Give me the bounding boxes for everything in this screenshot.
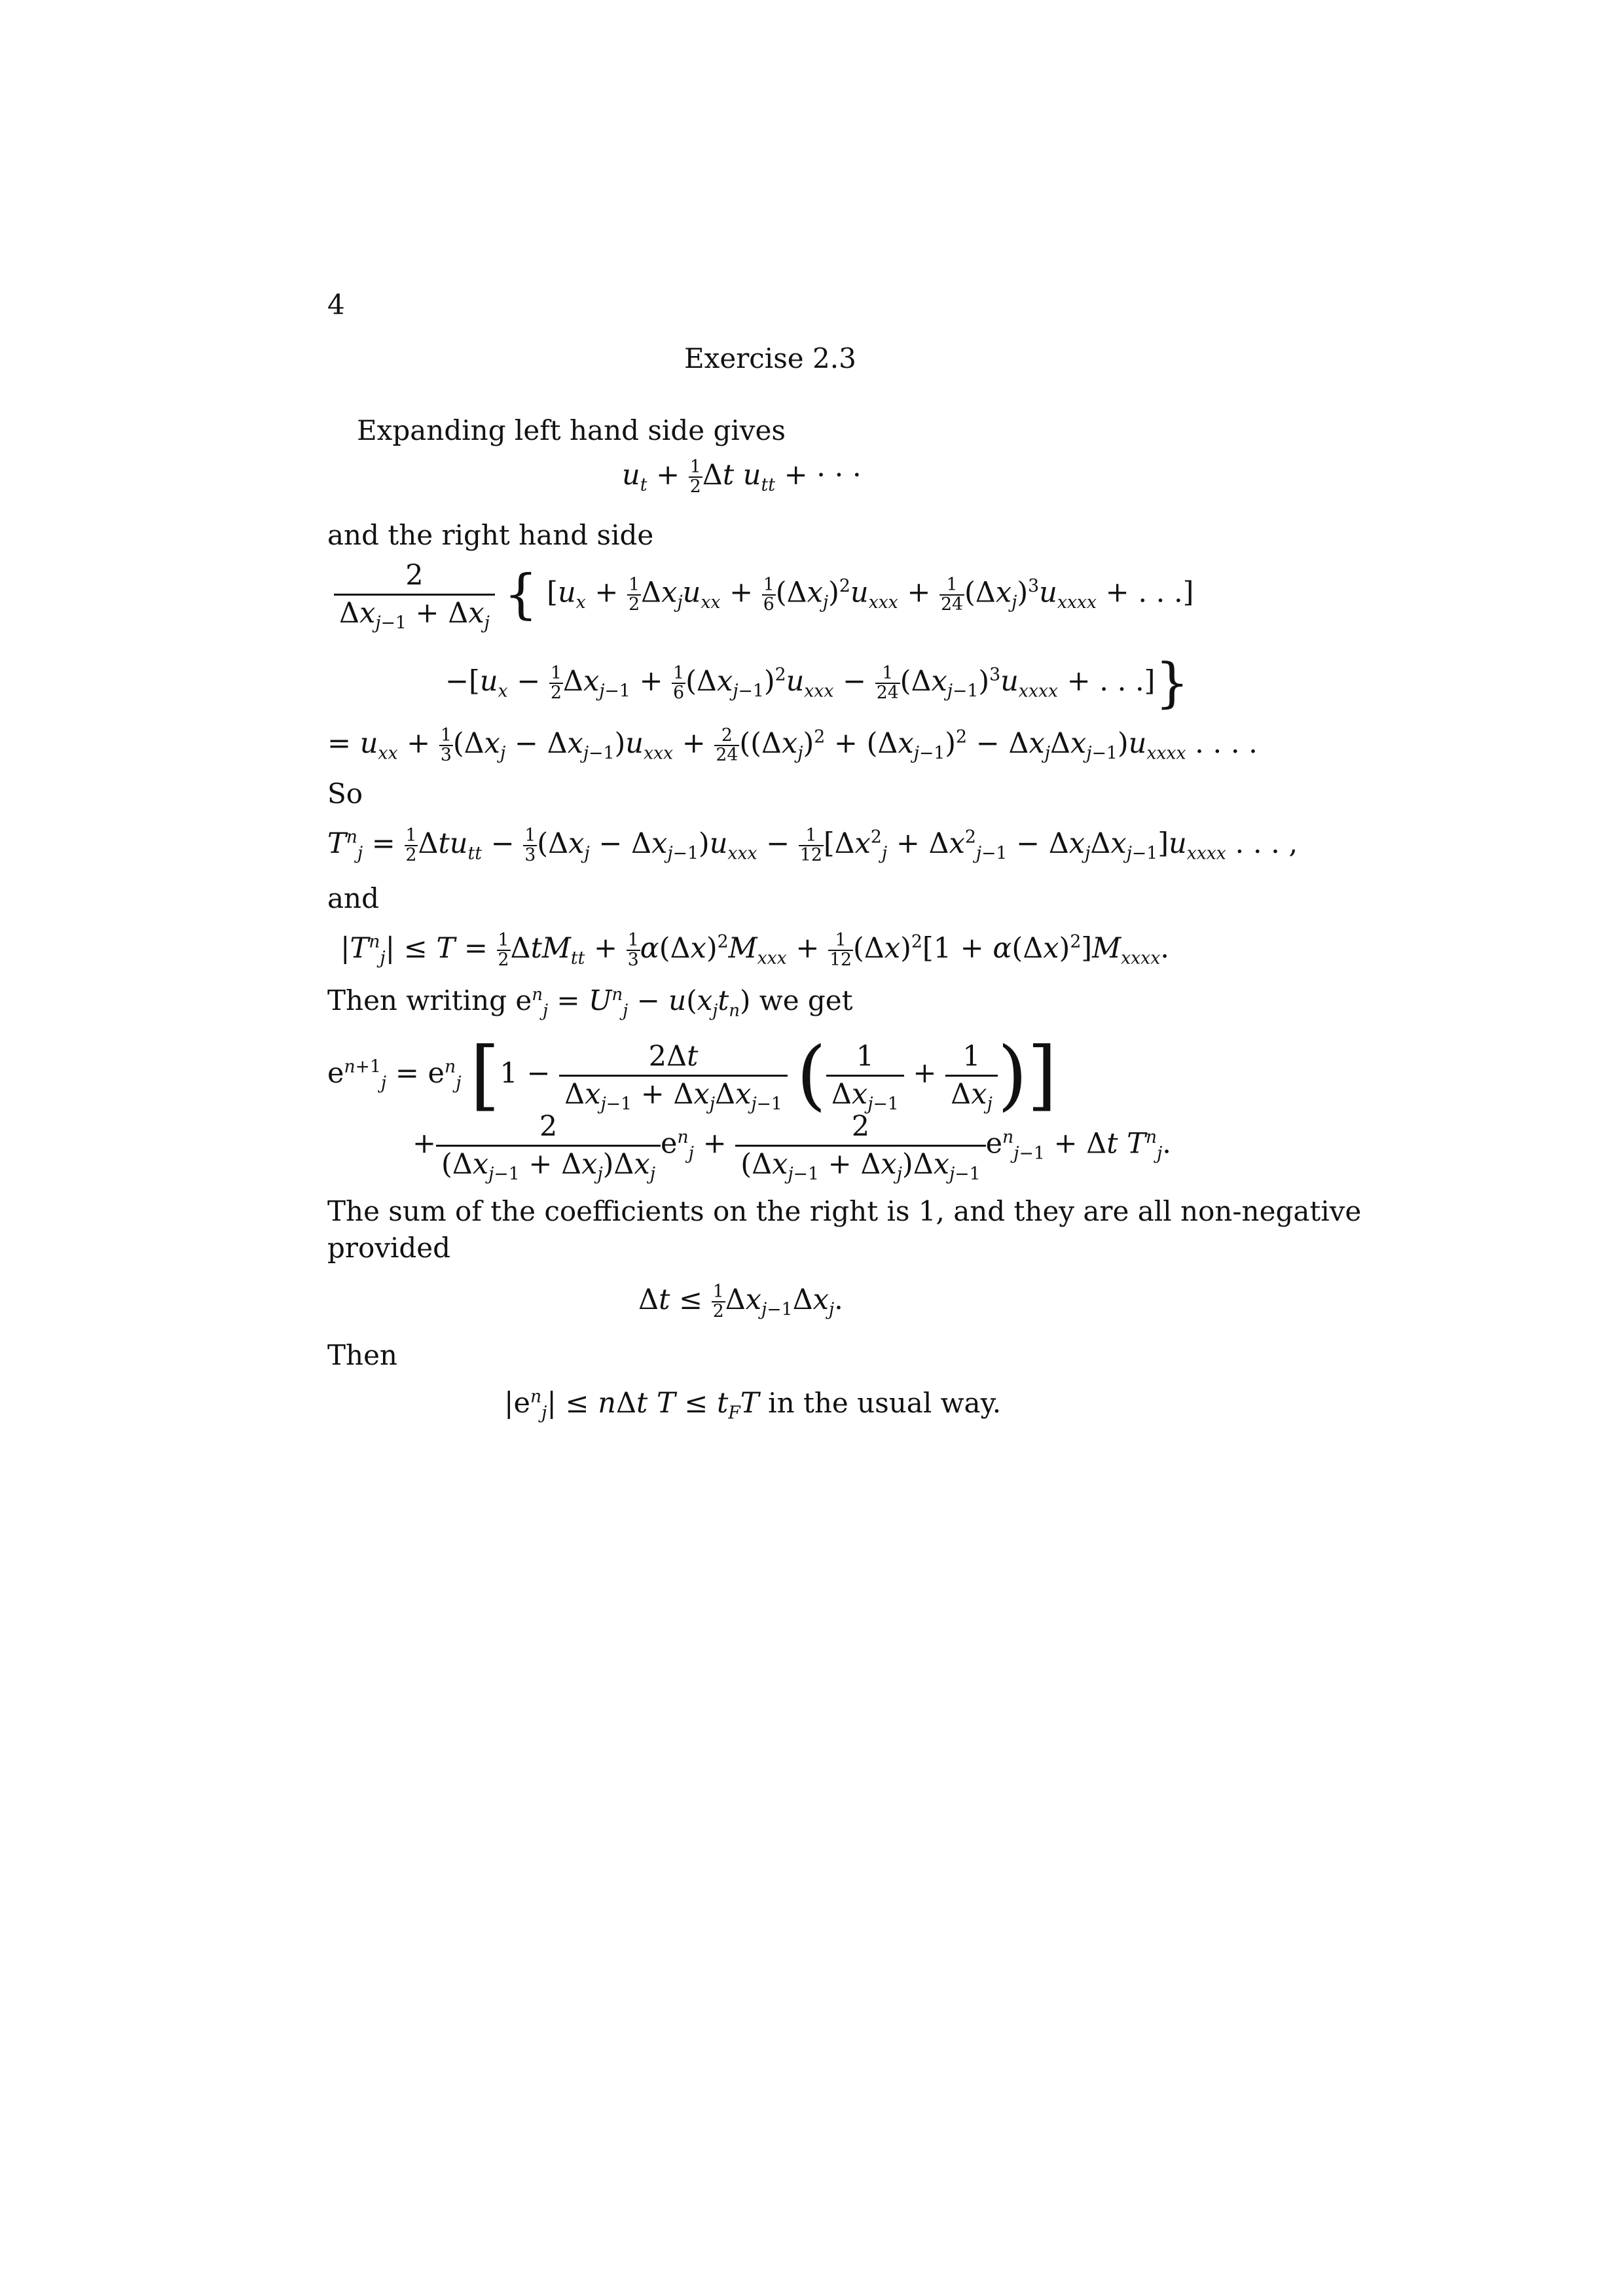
equation-truncation-bound: $|T^n_j| \le T$ = $\frac{1}{2}$ ΔtM$_{tt}$ + $\frac{1}{3}$ $\alpha(\Delta x)^2M_{xxx}$ + $\frac{1}{12}$ $(\Delta x)^2[1 + \alpha(\Delta x)^2]M_{xxxx}$. <box>340 930 1169 970</box>
paragraph-so: So <box>327 778 363 810</box>
equation-rhs-line-1: $\frac{2}{\Delta x_{j-1} + \Delta x_j}$ { [$u_x$ + $\frac{1}{2}$ $\Delta x_ju_{xx}$ + $\frac{1}{6}$ $(\Delta x_j)^2u_{xxx}$ + $\frac{1}{24}$ $(\Delta x_j)^3u_{xxxx}$ + . . .] <box>334 562 1194 628</box>
paragraph-then-writing: Then writing $e^n_j = U^n_j - u(x_jt_n)$ we get <box>327 984 853 1021</box>
equation-stability-condition: Δt ≤ $\frac{1}{2}$ $\Delta x_{j-1}\Delta x_j$. <box>638 1282 843 1321</box>
paragraph-rhs-intro: and the right hand side <box>327 519 654 551</box>
equation-error-recurrence-line-2: + $\frac{2}{(\Delta x_{j-1} + \Delta x_j)\Delta x_j}$ $e^n_j$ + $\frac{2}{(\Delta x_{j-1} + \Delta x_j)\Delta x_{j-1}}$ $e^n_{j-1} + \Delta t$ $T^n_j$. <box>412 1110 1171 1185</box>
paragraph-then: Then <box>327 1339 397 1371</box>
section-heading: Exercise 2.3 <box>684 342 856 374</box>
equation-truncation-error: $T^n_j$ = $\frac{1}{2}$ Δtu$_{tt}$ − $\frac{1}{3}$ $(\Delta x_j - \Delta x_{j-1})u_{xxx}$ − $\frac{1}{12}$ $[\Delta x^2_j + \Delta x^2_{j-1} - \Delta x_j\Delta x_{j-1}]u_{xxxx}$ . . . , <box>327 825 1298 865</box>
equation-lhs-expansion: $u_t$ + $\frac{1}{2}$ Δt $u_{tt}$ + · · · <box>622 457 862 497</box>
final-bound-tail: in the usual way. <box>768 1387 1002 1419</box>
equation-final-bound: $|e^n_j| \le n\Delta t$ $T \le t_FT$ in the usual way. <box>504 1386 1002 1424</box>
equation-rhs-line-2: $-[u_x$ − $\frac{1}{2}$ $\Delta x_{j-1}$ + $\frac{1}{6}$ $(\Delta x_{j-1})^2u_{xxx}$ − $\frac{1}{24}$ $(\Delta x_{j-1})^3u_{xxxx}$ + . . .]} <box>445 652 1190 714</box>
paragraph-and: and <box>327 882 379 914</box>
page-number: 4 <box>327 289 345 321</box>
equation-rhs-line-3: = $u_{xx}$ + $\frac{1}{3}$ $(\Delta x_j - \Delta x_{j-1})u_{xxx}$ + $\frac{2}{24}$ $((\Delta x_j)^2 + (\Delta x_{j-1})^2 - \Delta x_j\Delta x_{j-1})u_{xxxx}$ . . . . <box>327 725 1258 765</box>
paragraph-coefficients-line-1: The sum of the coefficients on the right is 1, and they are all non-negative <box>327 1195 1362 1227</box>
paragraph-coefficients-line-2: provided <box>327 1232 451 1264</box>
equation-error-recurrence-line-1: $e^{n+1}_j = e^n_j$ [1 − $\frac{2\Delta t}{\Delta x_{j-1} + \Delta x_j\Delta x_{j-1}}$ ( $\frac{1}{\Delta x_{j-1}}$ + $\frac{1}{\Delta x_j}$ )] <box>327 1031 1057 1119</box>
paragraph-expanding-lhs: Expanding left hand side gives <box>357 414 786 446</box>
